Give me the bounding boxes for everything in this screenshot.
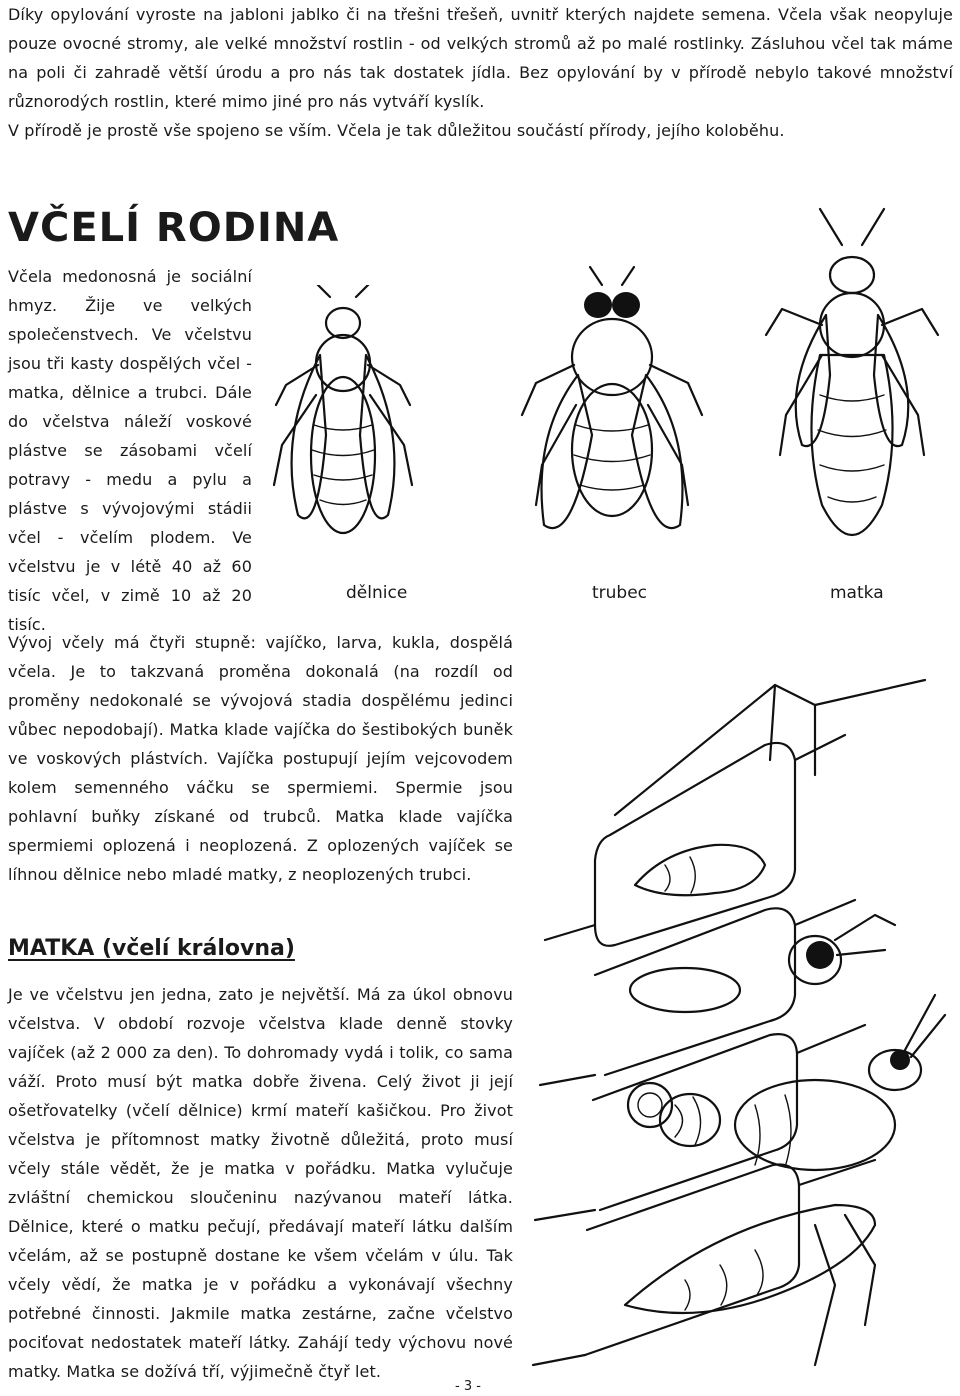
caption-queen: matka [830, 583, 884, 603]
development-text: Vývoj včely má čtyři stupně: vajíčko, larva, kukla, dospělá včela. Je to takzvaná proměna dokonalá (na rozdíl od proměny nedokonalé se vývojová stadia dospělému jedinci vůbec nepodobají). Matka klade vajíčka do šestibokých buněk ve voskových plástvích. Vajíčka postupují jejím vejcovodem kolem semenného váčku se spermiemi. Spermie jsou pohlavní buňky získané od trubců. Matka klade vajíčka spermiemi oplozená i neoplozená. Z oplozených vajíček se líhnou dělnice nebo mladé matky, z neoplozených trubci. [8, 633, 513, 884]
page-number: - 3 - [455, 1379, 481, 1394]
bee-family-text: Včela medonosná je sociální hmyz. Žije ve velkých společenstvech. Ve včelstvu jsou tři kasty dospělých včel - matka, dělnice a trubci. Dále do včelstva náleží voskové plástve se zásobami včelí potravy - medu a pylu a plástve s vývojovými stádii včel - včelím plodem. Ve včelstvu je v létě 40 až 60 tisíc včel, v zimě 10 až 20 tisíc. [8, 267, 252, 634]
caption-worker: dělnice [346, 583, 408, 603]
intro-paragraph-2: V přírodě je prostě vše spojeno se vším. Včela je tak důležitou součástí přírody, jejího koloběhu. [8, 121, 785, 140]
drone-bee-illustration [512, 265, 712, 565]
heading-bee-family: VČELÍ RODINA [8, 205, 340, 251]
intro-paragraph-1: Díky opylování vyroste na jabloni jablko či na třešni třešeň, uvnitř kterých najdete semena. Včela však neopyluje pouze ovocné stromy, ale velké množství rostlin - od velkých stromů až po malé rostlinky. Zásluhou včel tak máme na poli či zahradě větší úrodu a pro nás tak dostatek jídla. Bez opylování by v přírodě nebylo takové množství různorodých rostlin, které mimo jiné pro nás vytváří kyslík. [8, 5, 953, 111]
queen-text: Je ve včelstvu jen jedna, zato je největší. Má za úkol obnovu včelstva. V období rozvoje včelstva klade denně stovky vajíček (až 2 000 za den). To dohromady vydá i tolik, co sama váží. Proto musí být matka dobře živena. Celý život ji její ošetřovatelky (včelí dělnice) krmí mateří kašičkou. Pro život včelstva je přítomnost matky životně důležitá, proto musí včely stále vědět, že je matka v pořádku. Matka vylučuje zvláštní chemickou sloučeninu nazývanou mateří látka. Dělnice, které o matku pečují, předávají mateří látku dalším včelám, až se postupně dostane ke všem včelám v úlu. Tak včely vědí, že matka je v pořádku a vykonávají všechny potřebné činnosti. Jakmile matka zestárne, začne včelstvo pociťovat nedostatek mateří látky. Zahájí tedy výchovu nové matky. Matka se dožívá tří, výjimečně čtyř let. [8, 985, 513, 1381]
honeycomb-development-illustration [515, 665, 960, 1385]
queen-bee-illustration [762, 205, 942, 570]
worker-bee-illustration [268, 285, 418, 565]
caption-drone: trubec [592, 583, 648, 603]
intro-text [8, 0, 953, 145]
heading-queen: MATKA (včelí královna) [8, 936, 295, 961]
